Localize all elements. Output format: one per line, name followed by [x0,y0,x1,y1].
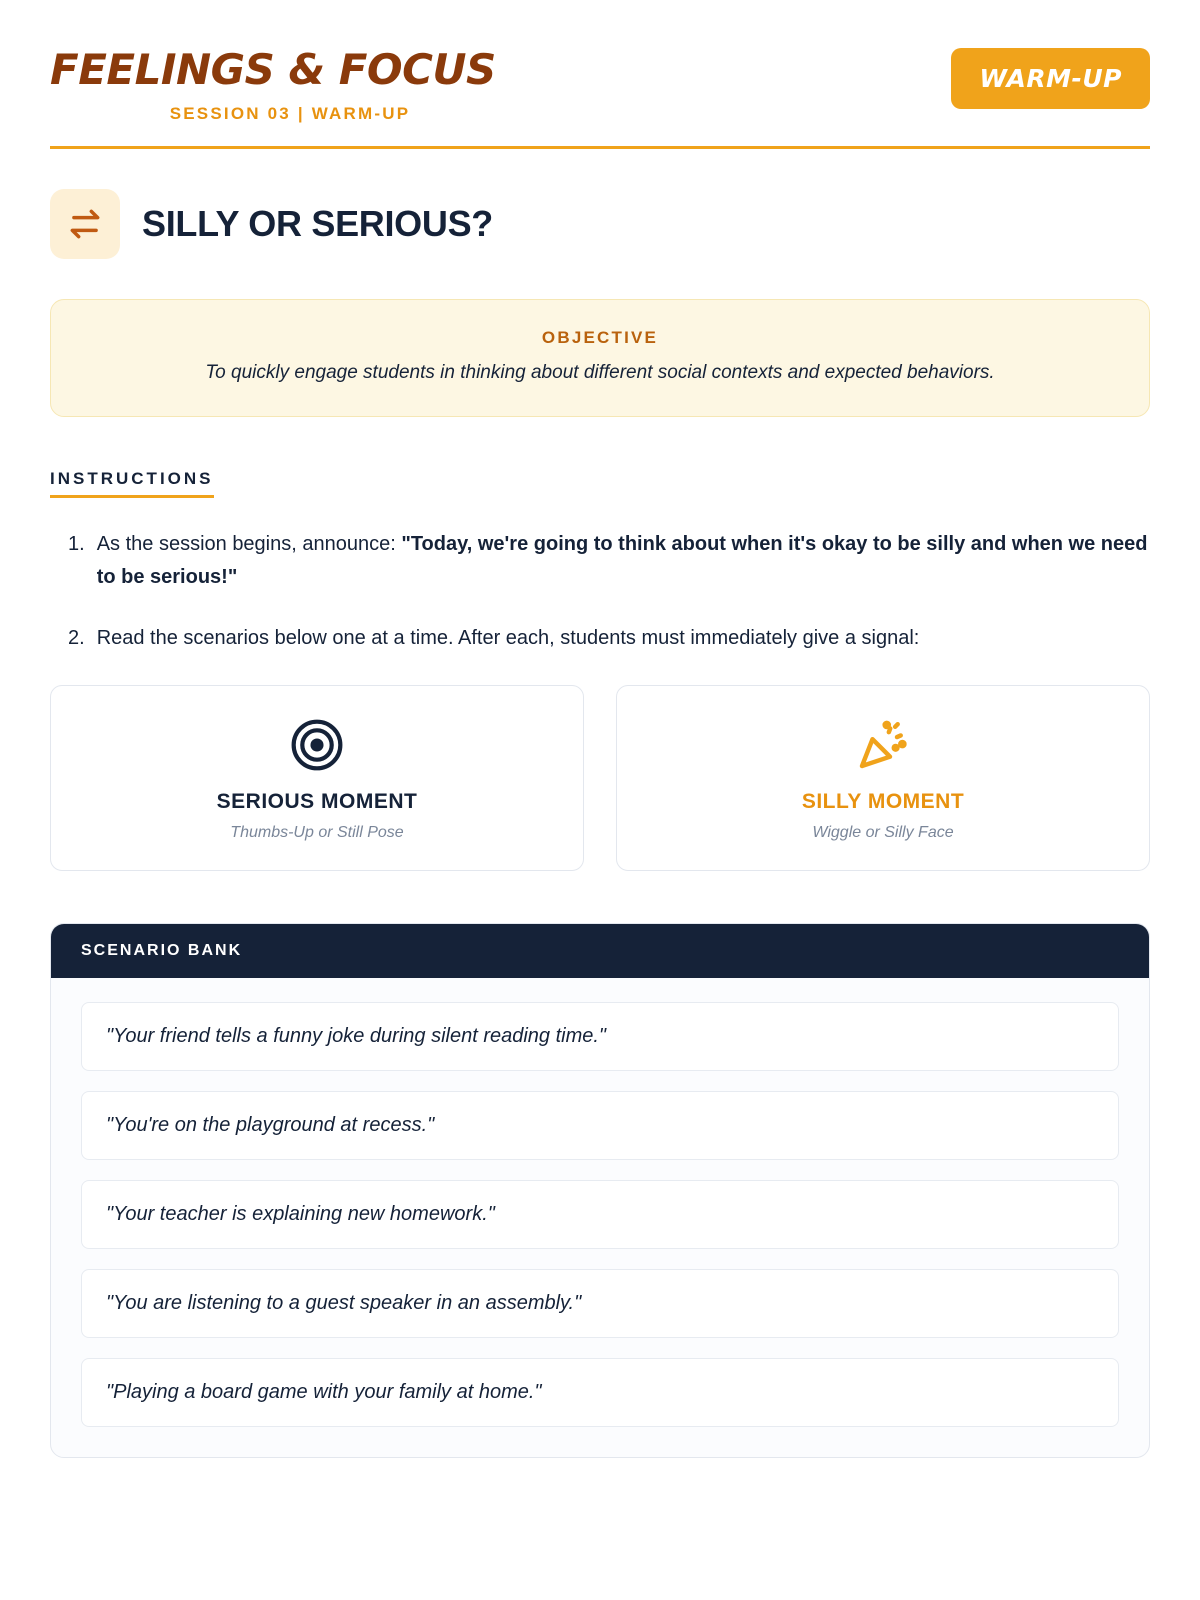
signal-title: SILLY MOMENT [801,790,965,814]
signal-card-silly [616,685,1150,871]
brand-block [50,45,530,124]
signal-card-serious [50,685,584,871]
party-popper-icon [637,716,1129,774]
target-icon [71,716,563,774]
objective-panel [50,299,1150,417]
step-quote: "Today, we're going to think about when it's okay to be silly and when we need to be serious!" [96,533,1148,589]
step-number: 1. [68,533,85,556]
swap-arrows-icon [50,189,120,259]
list-item: "Your teacher is explaining new homework." [81,1180,1119,1249]
session-subtitle: SESSION 03 | WARM-UP [169,104,411,124]
instruction-step-2 [50,622,1150,655]
instruction-step-1 [50,528,1150,594]
header-divider [50,146,1150,149]
step-lead: As the session begins, announce: [96,533,402,556]
title-row [50,189,1150,259]
list-item: "Your friend tells a funny joke during silent reading time." [81,1002,1119,1071]
instruction-list [50,528,1150,655]
scenario-bank-body [51,978,1149,1457]
list-item: "You are listening to a guest speaker in an assembly." [81,1269,1119,1338]
status-badge: WARM-UP [951,48,1150,109]
page-title: SILLY OR SERIOUS? [142,203,493,245]
list-item: "Playing a board game with your family at home." [81,1358,1119,1427]
objective-label: OBJECTIVE [541,328,659,348]
signal-subtitle: Thumbs-Up or Still Pose [230,824,404,842]
signal-title: SERIOUS MOMENT [216,790,418,814]
header [50,45,1150,146]
scenario-bank [50,923,1150,1458]
scenario-bank-heading: SCENARIO BANK [51,924,1149,978]
step-text: Read the scenarios below one at a time. After each, students must immediately give a signal: [96,627,920,650]
instructions-heading: INSTRUCTIONS [50,469,214,498]
step-number: 2. [68,627,85,650]
brand-title: FEELINGS & FOCUS [50,45,496,94]
objective-text: To quickly engage students in thinking about different social contexts and expected behaviors. [205,362,995,384]
signal-cards [50,685,1150,871]
step-text [97,528,1150,594]
list-item: "You're on the playground at recess." [81,1091,1119,1160]
signal-subtitle: Wiggle or Silly Face [812,824,954,842]
